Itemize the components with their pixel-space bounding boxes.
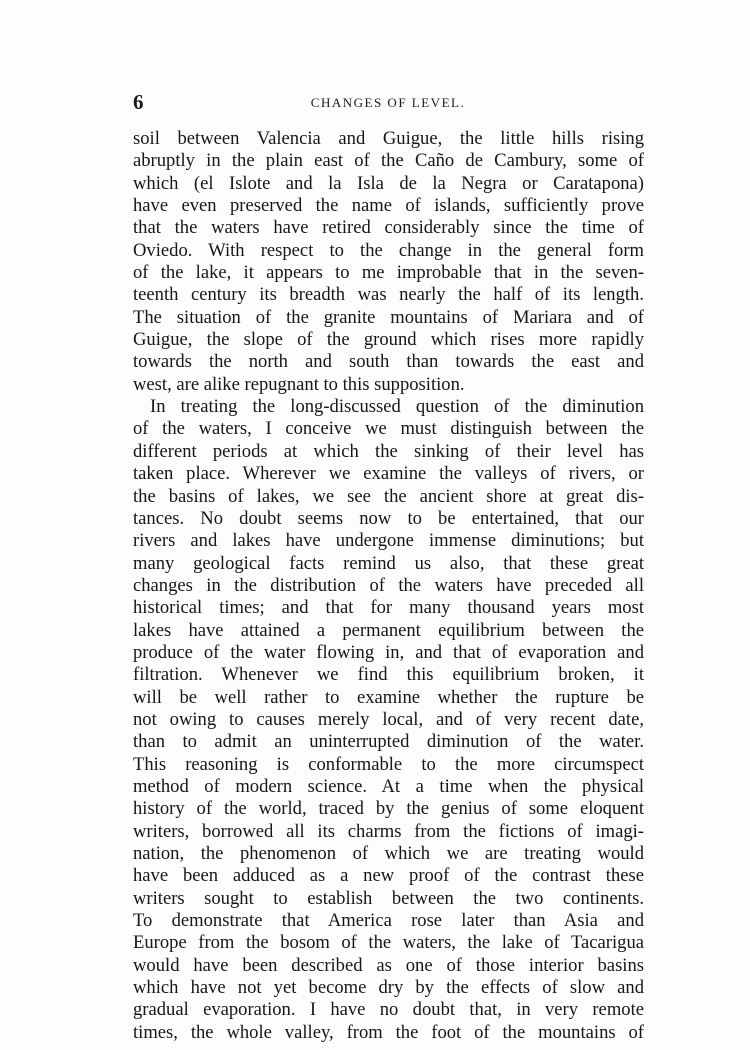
- text-line: writers, borrowed all its charms from the fictions of imagi-: [133, 820, 644, 842]
- text-line: will be well rather to examine whether the rupture be: [133, 686, 644, 708]
- text-line: rivers and lakes have undergone immense diminutions; but: [133, 530, 644, 552]
- page-header: [133, 90, 643, 116]
- text-line: history of the world, traced by the genius of some eloquent: [133, 798, 644, 820]
- text-line: not owing to causes merely local, and of very recent date,: [133, 708, 644, 730]
- page-number: 6: [133, 90, 144, 114]
- text-line: This reasoning is conformable to the more circumspect: [133, 753, 644, 775]
- text-line: produce of the water flowing in, and that of evaporation and: [133, 641, 644, 663]
- text-line: Europe from the bosom of the waters, the lake of Tacarigua: [133, 932, 644, 954]
- paragraph: [133, 128, 644, 396]
- text-line: Guigue, the slope of the ground which rises more rapidly: [133, 329, 644, 351]
- text-line: which (el Islote and la Isla de la Negra or Caratapona): [133, 172, 644, 194]
- text-line: nation, the phenomenon of which we are treating would: [133, 843, 644, 864]
- text-line: than to admit an uninterrupted diminution of the water.: [133, 731, 644, 753]
- text-line: The situation of the granite mountains of Mariara and of: [133, 306, 644, 328]
- text-line: that the waters have retired considerably since the time of: [133, 217, 644, 239]
- text-line: times, the whole valley, from the foot of the mountains of: [133, 1021, 644, 1043]
- text-line: the basins of lakes, we see the ancient shore at great dis-: [133, 485, 644, 507]
- text-line: gradual evaporation. I have no doubt that, in very remote: [133, 999, 644, 1021]
- text-line: lakes have attained a permanent equilibrium between the: [133, 619, 644, 641]
- text-line: have even preserved the name of islands, sufficiently prove: [133, 195, 644, 217]
- text-line: writers sought to establish between the two continents.: [133, 887, 644, 909]
- paragraph: [133, 396, 644, 1044]
- text-line: teenth century its breadth was nearly the half of its length.: [133, 284, 644, 306]
- text-line: method of modern science. At a time when the physical: [133, 775, 644, 797]
- text-line: tances. No doubt seems now to be entertained, that our: [133, 507, 644, 529]
- text-line: To demonstrate that America rose later than Asia and: [133, 910, 644, 932]
- text-line: filtration. Whenever we find this equilibrium broken, it: [133, 664, 644, 686]
- text-line: of the waters, I conceive we must distinguish between the: [133, 418, 644, 440]
- body-text: [133, 128, 644, 1044]
- text-line: In treating the long-discussed question of the diminution: [150, 396, 644, 418]
- text-line: west, are alike repugnant to this supposition.: [133, 373, 465, 395]
- text-line: many geological facts remind us also, that these great: [133, 552, 644, 574]
- text-line: which have not yet become dry by the effects of slow and: [133, 977, 644, 999]
- running-head: CHANGES OF LEVEL.: [310, 95, 466, 110]
- text-line: towards the north and south than towards the east and: [133, 351, 644, 373]
- text-line: would have been described as one of those interior basins: [133, 954, 644, 976]
- text-line: soil between Valencia and Guigue, the little hills rising: [133, 128, 644, 149]
- text-line: of the lake, it appears to me improbable that in the seven-: [133, 262, 644, 284]
- text-line: historical times; and that for many thousand years most: [133, 597, 644, 619]
- text-line: Oviedo. With respect to the change in the general form: [133, 239, 644, 261]
- text-line: changes in the distribution of the waters have preceded all: [133, 574, 644, 596]
- text-line: have been adduced as a new proof of the contrast these: [133, 865, 644, 887]
- text-line: taken place. Wherever we examine the valleys of rivers, or: [133, 463, 644, 485]
- text-line: abruptly in the plain east of the Caño de Cambury, some of: [133, 150, 644, 172]
- text-line: different periods at which the sinking of their level has: [133, 440, 644, 462]
